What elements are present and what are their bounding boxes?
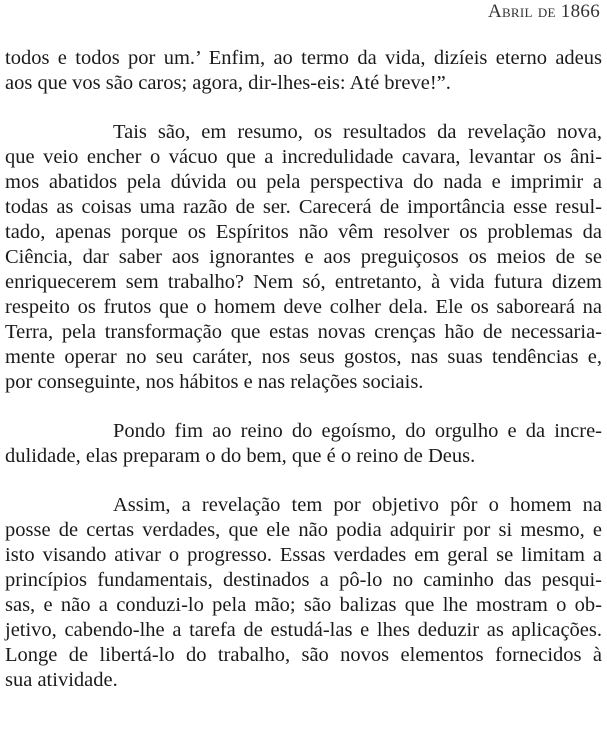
text-line: Assim, a revelação tem por objetivo pôr o homem na [113,494,602,516]
text-line: por conseguinte, nos hábitos e nas relações sociais. [5,371,424,393]
text-line: tado, apenas porque os Espíritos não vêm resolver os problemas da [5,221,602,243]
text-line: posse de certas verdades, que ele não podia adquirir por si mesmo, e [5,519,602,541]
text-line: Ciência, dar saber aos ignorantes e aos preguiçosos os meios de se [5,246,602,268]
text-line: princípios fundamentais, destinados a pô-lo no caminho das pesqui- [5,569,602,591]
text-line: Tais são, em resumo, os resultados da revelação nova, [113,121,602,143]
text-line: dulidade, elas preparam o do bem, que é o reino de Deus. [5,445,476,467]
text-line: todas as coisas uma razão de ser. Carecerá de importância esse resul- [5,196,602,218]
text-line: mente operar no seu caráter, nos seus gostos, nas suas tendências e, [5,346,602,368]
paragraph [5,46,602,96]
text-line: Pondo fim ao reino do egoísmo, do orgulho e da incre- [113,420,602,442]
text-line: mos abatidos pela dúvida ou pela perspectiva do nada e imprimir a [5,171,602,193]
text-line: isto visando ativar o progresso. Essas verdades em geral se limitam a [5,544,602,566]
text-line: respeito os frutos que o homem deve colher dela. Ele os saboreará na [5,296,602,318]
text-line: enriquecerem sem trabalho? Nem só, entretanto, à vida futura dizem [5,271,602,293]
text-line: jetivo, cabendo-lhe a tarefa de estudá-las e lhes deduzir as aplicações. [5,619,602,641]
text-line: sua atividade. [5,669,118,691]
text-line: aos que vos são caros; agora, dir-lhes-eis: Até breve!”. [5,72,451,94]
body-text [5,46,602,693]
running-head: Abril de 1866 [487,1,600,22]
text-line: sas, e não a conduzi-lo pela mão; são balizas que lhe mostram o ob- [5,594,602,616]
paragraph [5,493,602,693]
text-line: que veio encher o vácuo que a incredulidade cavara, levantar os âni- [5,146,602,168]
paragraph [5,419,602,469]
text-line: todos e todos por um.’ Enfim, ao termo da vida, dizíeis eterno adeus [5,47,602,69]
text-line: Terra, pela transformação que estas novas crenças hão de necessaria- [5,321,602,343]
text-line: Longe de libertá-lo do trabalho, são novos elementos fornecidos à [5,644,602,666]
paragraph [5,120,602,395]
